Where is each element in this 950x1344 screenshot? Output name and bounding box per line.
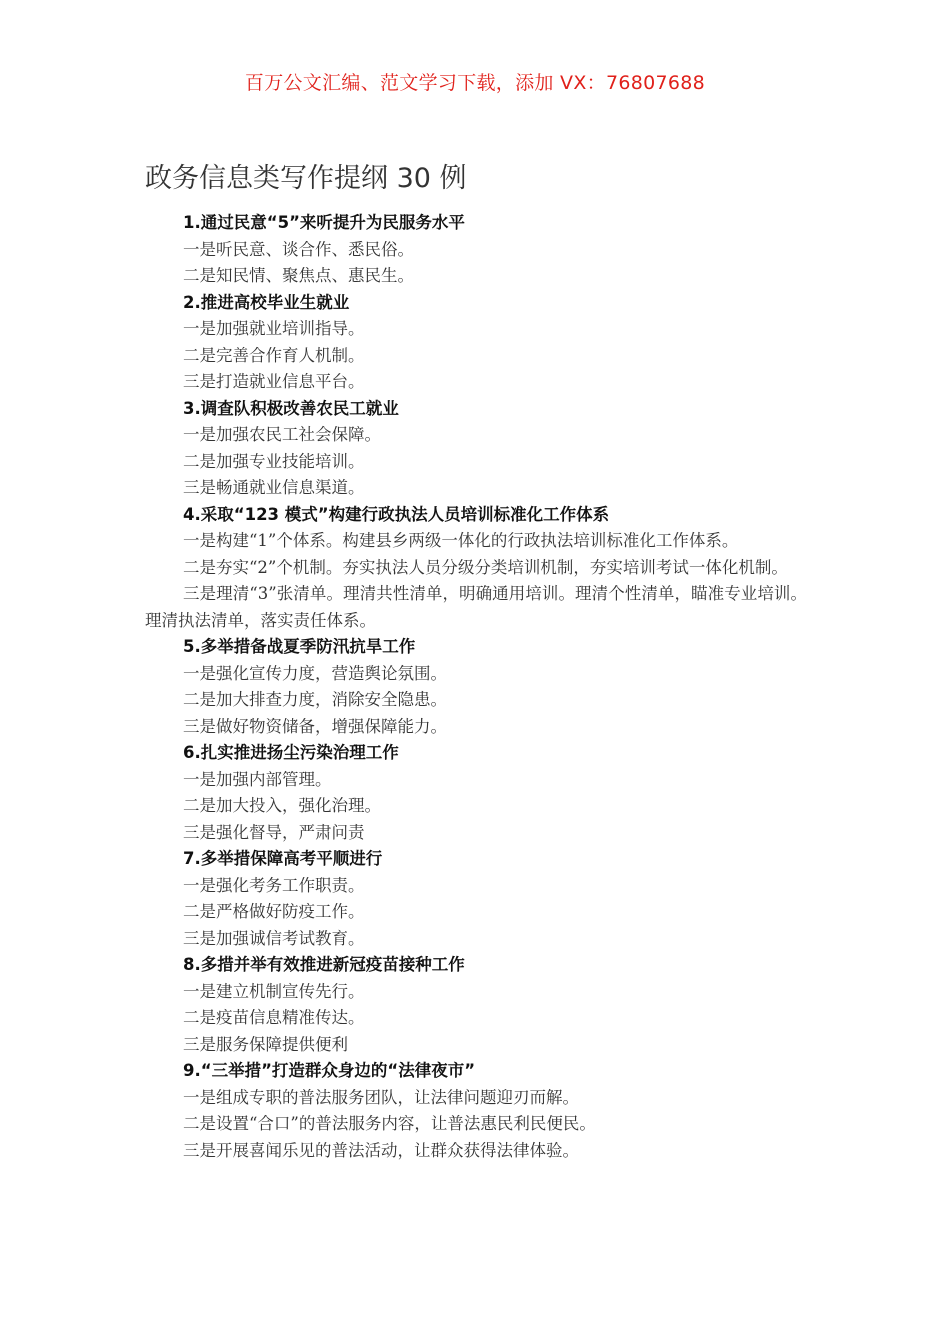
outline-item: 一是建立机制宣传先行。 [183,981,365,1001]
outline-item: 三是服务保障提供便利 [183,1034,348,1054]
section-heading: 3.调查队积极改善农民工就业 [183,398,399,418]
section-heading: 2.推进高校毕业生就业 [183,292,350,312]
outline-section [145,1058,807,1164]
outline-item: 二是加大投入，强化治理。 [183,796,381,815]
outline-item: 三是打造就业信息平台。 [183,372,365,391]
outline-item: 二是设置“合口”的普法服务内容，让普法惠民利民便民。 [183,1114,596,1133]
section-heading: 6.扎实推进扬尘污染治理工作 [183,743,399,762]
outline-item: 二是加强专业技能培训。 [183,451,365,471]
outline-item: 二是夯实“2”个机制。夯实执法人员分级分类培训机制，夯实培训考试一体化机制。 [183,557,788,577]
outline-section [145,210,807,290]
outline-item: 一是构建“1”个体系。构建县乡两级一体化的行政执法培训标准化工作体系。 [183,531,739,550]
outline-section [145,846,807,952]
section-heading: 4.采取“123 模式”构建行政执法人员培训标准化工作体系 [183,504,610,524]
section-heading: 7.多举措保障高考平顺进行 [183,849,383,868]
outline-item: 二是疫苗信息精准传达。 [183,1008,365,1027]
outline-item: 二是完善合作育人机制。 [183,345,365,365]
promo-banner: 百万公文汇编、范文学习下载，添加 VX：76807688 [244,72,706,94]
outline-item: 一是加强内部管理。 [183,769,332,789]
outline-item: 三是做好物资储备，增强保障能力。 [183,716,447,736]
outline-section [145,952,807,1058]
outline-item: 三是理清“3”张清单。理清共性清单，明确通用培训。理清个性清单，瞄准专业培训。理清执法清单，落实责任体系。 [145,584,807,630]
outline-item: 三是加强诚信考试教育。 [183,928,365,948]
outline-item: 一是加强农民工社会保障。 [183,425,381,444]
outline-item: 一是听民意、谈合作、悉民俗。 [183,239,414,259]
document-title: 政务信息类写作提纲 30 例 [145,163,467,194]
document-body [145,210,807,1164]
outline-item: 三是畅通就业信息渠道。 [183,478,365,497]
section-heading: 8.多措并举有效推进新冠疫苗接种工作 [183,955,465,974]
outline-section [145,502,807,635]
outline-item: 三是强化督导，严肃问责 [183,822,365,842]
section-heading: 5.多举措备战夏季防汛抗旱工作 [183,637,416,656]
outline-section [145,634,807,740]
outline-item: 二是严格做好防疫工作。 [183,902,365,921]
outline-section [145,396,807,502]
outline-item: 一是强化宣传力度，营造舆论氛围。 [183,663,447,683]
outline-item: 二是知民情、聚焦点、惠民生。 [183,266,414,285]
section-heading: 1.通过民意“5”来听提升为民服务水平 [183,213,465,232]
outline-item: 一是强化考务工作职责。 [183,875,365,895]
outline-item: 三是开展喜闻乐见的普法活动，让群众获得法律体验。 [183,1140,579,1160]
outline-item: 一是加强就业培训指导。 [183,319,365,338]
section-heading: 9.“三举措”打造群众身边的“法律夜市” [183,1061,476,1080]
outline-section [145,290,807,396]
outline-item: 二是加大排查力度，消除安全隐患。 [183,690,447,709]
outline-item: 一是组成专职的普法服务团队，让法律问题迎刃而解。 [183,1087,579,1107]
outline-section [145,740,807,846]
